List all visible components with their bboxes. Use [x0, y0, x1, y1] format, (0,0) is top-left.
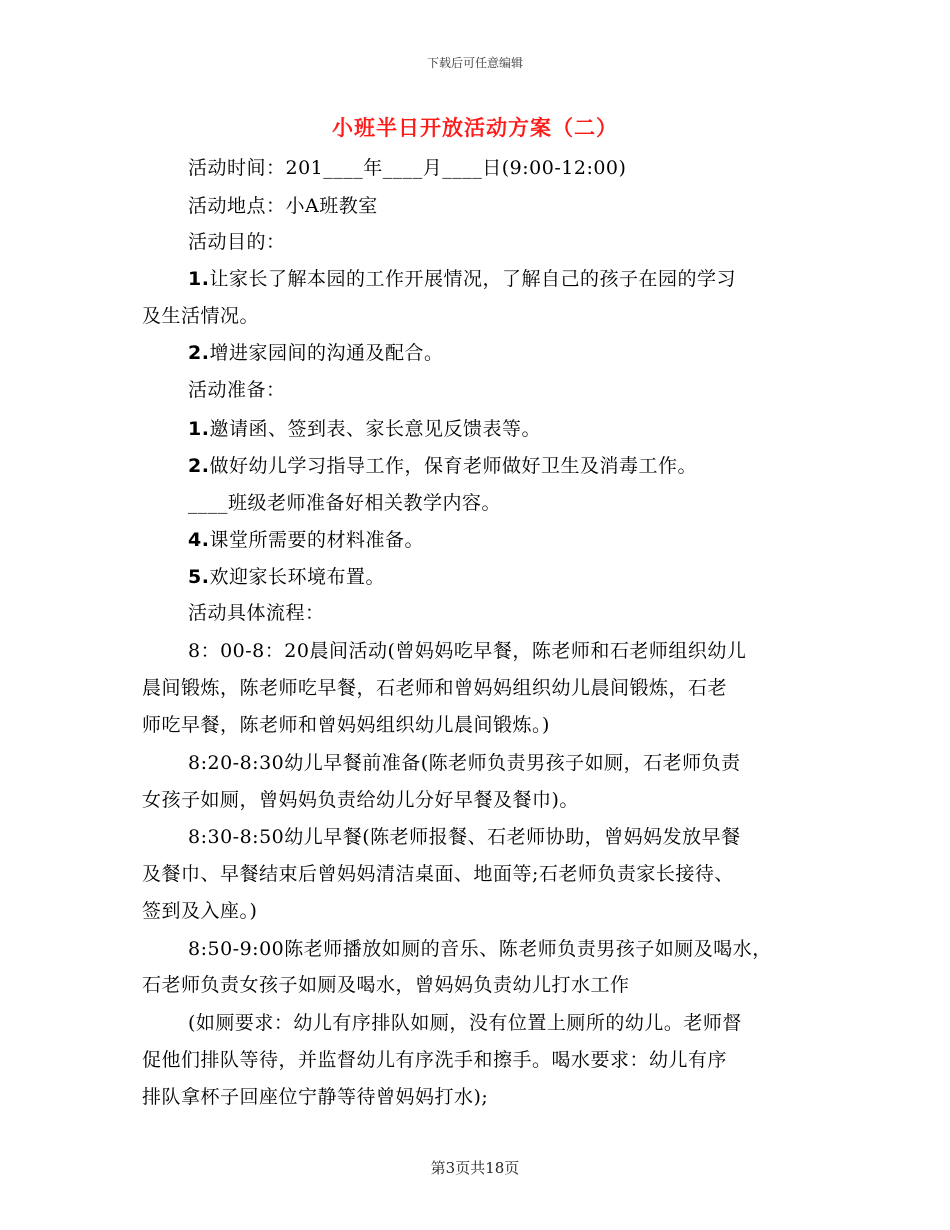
goal-item-2-text: 增进家园间的沟通及配合。 [209, 342, 444, 364]
page-title: 小班半日开放活动方案（二） [332, 115, 618, 140]
flow-3-line-2: 及餐巾、早餐结束后曾妈妈清洁桌面、地面等;石老师负责家长接待、 [142, 863, 734, 885]
prep-item-4-number: 4. [188, 529, 210, 551]
flow-heading: 活动具体流程： [188, 602, 325, 624]
flow-3-line-3: 签到及入座。) [142, 900, 258, 922]
flow-2-line-2: 女孩子如厕，曾妈妈负责给幼儿分好早餐及餐巾)。 [142, 789, 579, 811]
prep-item-5 [188, 559, 385, 595]
flow-3-line-1: 8:30-8:50幼儿早餐(陈老师报餐、石老师协助，曾妈妈发放早餐 [188, 826, 741, 848]
flow-5-line-3: 排队拿杯子回座位宁静等待曾妈妈打水); [142, 1086, 489, 1108]
prep-item-5-text: 欢迎家长环境布置。 [209, 566, 385, 588]
prep-item-1-number: 1. [188, 418, 210, 440]
flow-1-line-3: 师吃早餐，陈老师和曾妈妈组织幼儿晨间锻炼。) [142, 714, 550, 736]
prep-item-1-text: 邀请函、签到表、家长意见反馈表等。 [209, 418, 541, 440]
prep-item-4 [188, 522, 424, 558]
page-number-footer: 第3页共18页 [430, 1159, 520, 1177]
goal-item-1-text: 让家长了解本园的工作开展情况，了解自己的孩子在园的学习 [209, 268, 736, 290]
flow-5-line-2: 促他们排队等待，并监督幼儿有序洗手和擦手。喝水要求：幼儿有序 [142, 1049, 728, 1071]
flow-2-line-1: 8:20-8:30幼儿早餐前准备(陈老师负责男孩子如厕，石老师负责 [188, 752, 741, 774]
goal-item-2-number: 2. [188, 342, 210, 364]
goal-item-2 [188, 335, 443, 371]
goal-item-1-continued: 及生活情况。 [142, 305, 260, 327]
prep-item-2-number: 2. [188, 455, 210, 477]
activity-place: 活动地点：小A班教室 [188, 195, 378, 217]
prep-heading: 活动准备： [188, 379, 286, 401]
flow-1-line-2: 晨间锻炼，陈老师吃早餐，石老师和曾妈妈组织幼儿晨间锻炼，石老 [142, 677, 728, 699]
goal-heading: 活动目的： [188, 231, 286, 253]
prep-item-2 [188, 448, 697, 484]
prep-item-3: ____班级老师准备好相关教学内容。 [188, 492, 502, 514]
prep-item-4-text: 课堂所需要的材料准备。 [209, 529, 424, 551]
prep-item-2-text: 做好幼儿学习指导工作，保育老师做好卫生及消毒工作。 [209, 455, 697, 477]
flow-4-line-1: 8:50-9:00陈老师播放如厕的音乐、陈老师负责男孩子如厕及喝水， [188, 938, 772, 960]
activity-time: 活动时间：201____年____月____日(9:00-12:00) [188, 157, 627, 179]
flow-4-line-2: 石老师负责女孩子如厕及喝水，曾妈妈负责幼儿打水工作 [142, 974, 630, 996]
goal-item-1 [188, 261, 736, 297]
header-note: 下载后可任意编辑 [426, 56, 523, 70]
flow-5-line-1: (如厕要求：幼儿有序排队如厕，没有位置上厕所的幼儿。老师督 [188, 1012, 742, 1034]
prep-item-5-number: 5. [188, 566, 210, 588]
goal-item-1-number: 1. [188, 268, 210, 290]
flow-1-line-1: 8：00-8：20晨间活动(曾妈妈吃早餐，陈老师和石老师组织幼儿 [188, 640, 747, 662]
prep-item-1 [188, 411, 541, 447]
